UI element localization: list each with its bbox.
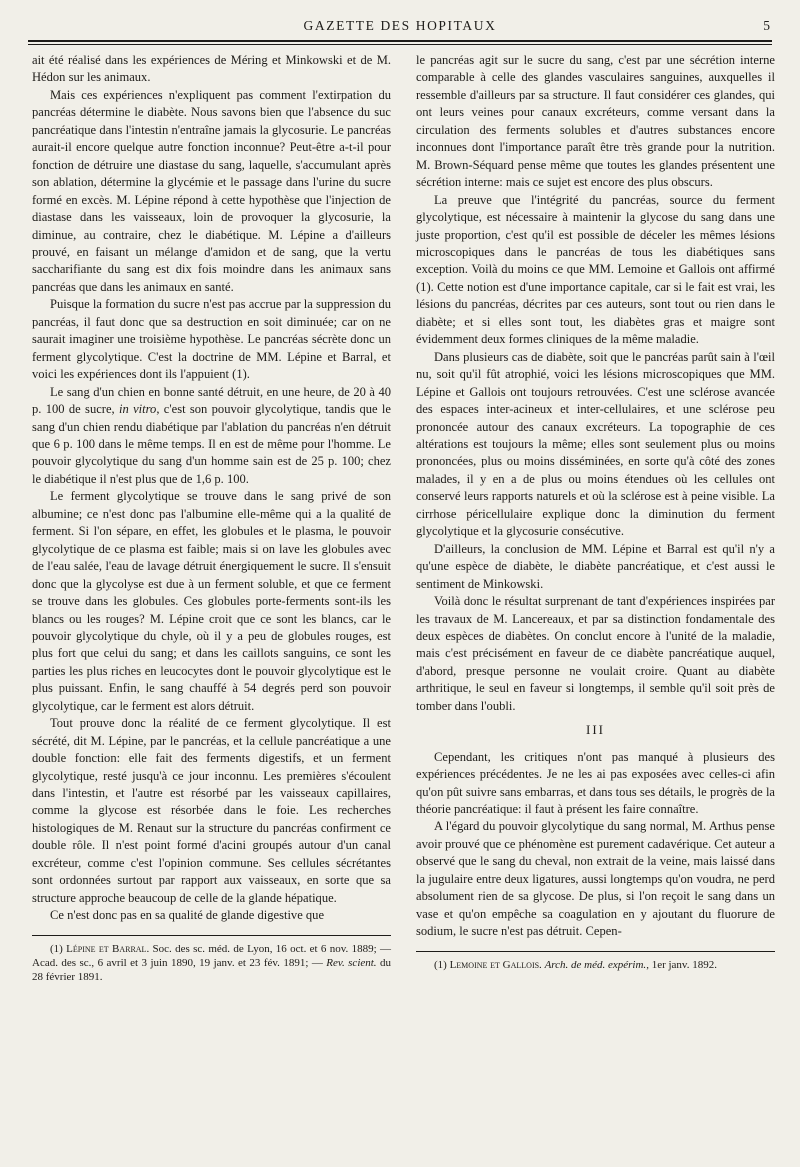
footnote-authors: Lépine et Barral. (66, 942, 150, 955)
header-rule (28, 40, 772, 45)
footnote-date: du 28 février 1891. (32, 956, 391, 983)
footnote-source: Arch. de méd. expérim. (544, 958, 647, 971)
page-number: 5 (763, 18, 770, 33)
paragraph: Ce n'est donc pas en sa qualité de glande digestive que (50, 908, 325, 923)
paragraph: ait été réalisé dans les expériences de Méring et Minkowski et de M. Hédon sur les animaux. (32, 53, 391, 85)
footnote-text: Soc. des sc. méd. de Lyon, 16 oct. et 6 nov. 1889; — Acad. des sc., 6 avril et 3 juin 1890, 19 janv. et 23 fév. 1891; — (32, 942, 392, 969)
footnote-divider (32, 935, 391, 936)
footnote-date: , 1er janv. 1892. (646, 958, 717, 971)
paragraph: A l'égard du pouvoir glycolytique du sang normal, M. Arthus pense avoir prouvé que ce phénomène est purement cadavérique. Cet auteur a observé que le sang du cheval, non extrait de la veine, mais laissé dans la jugulaire entre deux ligatures, aussi longtemps qu'on voudra, ne perd absolument rien de sa glycose. De plus, si l'on reçoit le sang dans un vase et qu'on empêche sa coagulation en y ajoutant du fluorure de sodium, le sucre n'est pas détruit. Cepen- (416, 819, 775, 939)
section-number: III (586, 722, 605, 738)
footnote-divider (416, 951, 775, 952)
paragraph: D'ailleurs, la conclusion de MM. Lépine et Barral est qu'il n'y a qu'une espèce de diabète, le diabète pancréatique, et c'est aussi le sentiment de Minkowski. (416, 541, 775, 591)
paragraph: Puisque la formation du sucre n'est pas accrue par la suppression du pancréas, il faut donc que sa destruction en soit diminuée; car on ne saurait imaginer une troisième hypothèse. Le pancréas sécrète donc un ferment glycolytique. C'est la doctrine de MM. Lépine et Barral, et voici les expériences dont ils l'appuient (1). (32, 297, 391, 382)
paragraph: Voilà donc le résultat surprenant de tant d'expériences inspirées par les travaux de M. Lancereaux, et par sa distinction fondamentale des deux espèces de diabètes. On conclut encore à l'unité de la maladie, mais c'est précisément en faveur de ce diabète pancréatique auquel, d'abord, presque personne ne voulait croire. Quant au diabète arthritique, le seul en faveur si longtemps, il semble qu'il soit près de tomber dans l'oubli. (416, 594, 775, 713)
footnote-source: Rev. scient. (326, 956, 377, 969)
paragraph: le pancréas agit sur le sucre du sang, c'est par une sécrétion interne comparable à celle des glandes vasculaires sanguines, auxquelles il ressemble d'ailleurs par sa structure. Il faut considérer ces glandes, qui ont leurs veines pour canaux excréteurs, comme versant dans la circulation des ferments solubles et d'autres substances encore inconnues dont l'importance paraît être très grande pour la nutrition. M. Brown-Séquard pense même que toutes les glandes présentent une sécrétion interne: mais ce sujet est encore des plus obscurs. (416, 53, 775, 190)
page-header (28, 18, 772, 38)
paragraph: Cependant, les critiques n'ont pas manqué à plusieurs des expériences précédentes. Je ne les ai pas exposées avec celles-ci afin qu'on pût suivre sans embarras, et dans tous ses détails, le progrès de la théorie pancréatique: il faut à présent les faire connaître. (416, 749, 775, 817)
paragraph: Dans plusieurs cas de diabète, soit que le pancréas parût sain à l'œil nu, soit qu'il fût atrophié, voici les lésions microscopiques que MM. Lépine et Gallois ont toujours retrouvées. C'est une sclérose avancée des espaces inter-acineux et inter-cellulaires, et une sclérose peu prononcée autour des canaux excréteurs. La topographie de ces altérations est toujours la même; elles sont seulement plus ou moins prononcées, plus ou moins disséminées, en sorte qu'à côté des zones malades, il y en a de plus ou moins étendues où les cellules ont conservé leurs rapports naturels et où la sclérose est à peine visible. La cirrhose péricellulaire explique donc la diminution du ferment glycolytique et la glycosurie consécutive. (416, 349, 775, 539)
right-column (416, 52, 775, 972)
paragraph: Tout prouve donc la réalité de ce ferment glycolytique. Il est sécrété, dit M. Lépine, par le pancréas, et la cellule pancréatique a une double fonction: elle fait des ferments digestifs, et un ferment glycolytique, resté jusqu'à ce jour inconnu. Les premières s'écoulent dans l'intestin, et l'autre est résorbé par les vaisseaux capillaires, comme la glycose est résorbée dans le foie. Les recherches histologiques de M. Renaut sur la structure du pancréas confirment ce double rôle. Il n'est point formé d'acini groupés autour d'un canal excréteur, comme c'est l'opinion commune. Ses cellules sécrétantes sont ordonnées surtout par rapport aux vaisseaux, en sorte que sa structure approche beaucoup de celle de la glande hépatique. (32, 716, 391, 905)
footnote: (1) Lemoine et Gallois. Arch. de méd. expérim., 1er janv. 1892. (434, 958, 717, 971)
left-column (32, 52, 391, 984)
paragraph: La preuve que l'intégrité du pancréas, source du ferment glycolytique, est nécessaire à maintenir la glycose du sang dans une juste proportion, c'est qu'il est possible de déceler les mêmes lésions microscopiques dans le pancréas de tous les diabétiques sans exception. Voilà du moins ce que MM. Lemoine et Gallois ont affirmé (1). Cette notion est d'une importance capitale, car si le fait est vrai, les lésions du pancréas, décrites par ces auteurs, sont tout ou rien dans le diabète; et si elles sont tout, les diabètes gras et maigre sont évidemment deux formes cliniques de la même maladie. (416, 192, 775, 347)
paragraph: Mais ces expériences n'expliquent pas comment l'extirpation du pancréas détermine le diabète. Nous savons bien que l'absence du suc pancréatique dans l'intestin n'entraîne jamais la glycosurie. Le pancréas aurait-il encore quelque autre fonction inconnue? Peut-être a-t-il pour fonction de détruire une diastase du sang, laquelle, s'accumulant après son ablation, détermine la glycémie et le passage dans l'urine du sucre formé en excès. M. Lépine répond à cette hypothèse que l'injection de diastase dans les vaisseaux, loin de provoquer la glycosurie, la diminue, au contraire, chez le diabétique. M. Lépine a d'ailleurs prouvé, en faisant un mélange d'amidon et de sang, que la vertu saccharifiante du sang est dix fois moindre dans les animaux sans pancréas que dans les animaux en santé. (32, 87, 391, 294)
journal-title: GAZETTE DES HOPITAUX (303, 18, 497, 33)
footnote-authors: Lemoine et Gallois. (449, 958, 542, 971)
paragraph: Le sang d'un chien en bonne santé détruit, en une heure, de 20 à 40 p. 100 de sucre, in vitro, c'est son pouvoir glycolytique, tandis que le sang d'un chien rendu diabétique par l'ablation du pancréas n'en détruit que 6 p. 100 dans le même temps. Il en est de même pour l'homme. Le pouvoir glycolytique du sang d'un homme sain est de 25 p. 100; chez le diabétique il n'est plus que de 1,6 p. 100. (32, 384, 391, 486)
footnote: (1) Lépine et Barral. Soc. des sc. méd. de Lyon, 16 oct. et 6 nov. 1889; — Acad. des sc., 6 avril et 3 juin 1890, 19 janv. et 23 fév. 1891; — Rev. scient. du 28 février 1891. (32, 942, 392, 983)
paragraph: Le ferment glycolytique se trouve dans le sang privé de son albumine; ce n'est donc pas l'albumine elle-même qui a la qualité de ferment. Si l'on sépare, en effet, les globules et le plasma, le pouvoir glycolytique de ce plasma est faible; mais si on lave les globules avec de l'eau salée, l'eau de lavage détruit énergiquement le sucre. Il s'ensuit donc que la glycolyse est due à un ferment soluble, et que ce ferment se trouve dans les globules. Ces globules porte-ferments sont-ils les blancs ou les rouges? M. Lépine croit que ce sont les blancs, car le pouvoir glycolytique du chyle, où il y a peu de globules rouges, est plus fort que celui du sang; et dans les caillots sanguins, ce sont les parties les plus riches en leucocytes dont le pouvoir glycolytique est le plus puissant. Enfin, le sang chauffé à 54 degrés perd son pouvoir glycolytique, car le ferment est alors détruit. (32, 489, 391, 713)
